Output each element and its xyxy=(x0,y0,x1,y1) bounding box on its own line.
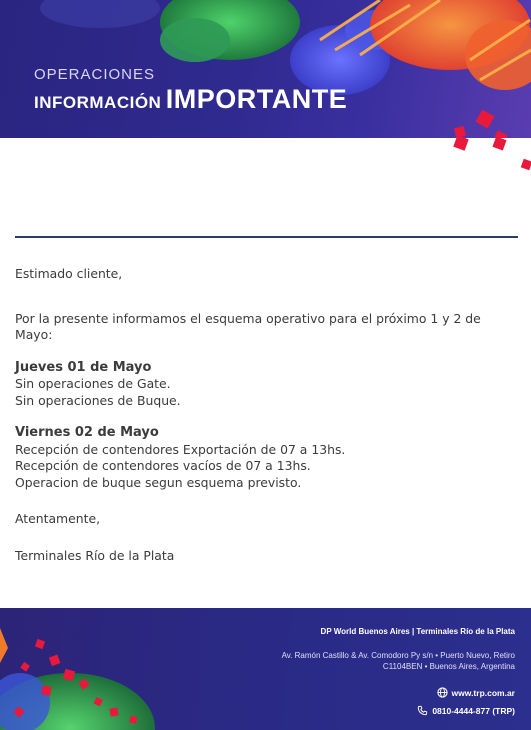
greeting-text: Estimado cliente, xyxy=(15,266,123,281)
email-body xyxy=(15,266,515,564)
closing-text: Atentamente, xyxy=(15,511,101,526)
footer-website-text[interactable]: www.trp.com.ar xyxy=(451,687,515,698)
footer-phone-link[interactable] xyxy=(417,705,515,716)
content-divider xyxy=(15,236,518,238)
day-2-line: Recepción de contendores Exportación de 07 a 13hs. xyxy=(15,441,346,457)
day-2-line: Operacion de buque segun esquema previsto. xyxy=(15,474,302,490)
footer-banner xyxy=(0,608,531,730)
header-supertitle: OPERACIONES xyxy=(34,66,156,83)
footer-phone-text[interactable]: 0810-4444-877 (TRP) xyxy=(432,705,515,716)
day-2-line: Recepción de contendores vacíos de 07 a 13hs. xyxy=(15,458,311,473)
footer-company: DP World Buenos Aires | Terminales Río de la Plata xyxy=(320,627,515,636)
footer-address-line2: C1104BEN • Buenos Aires, Argentina xyxy=(382,662,515,671)
day-1-line: Sin operaciones de Buque. xyxy=(15,392,181,408)
day-1-line: Sin operaciones de Gate. xyxy=(15,376,171,391)
footer-address-line1: Av. Ramón Castillo & Av. Comodoro Py s/n • Puerto Nuevo, Retiro xyxy=(281,651,515,660)
footer-website-link[interactable] xyxy=(437,687,515,698)
day-1-title: Jueves 01 de Mayo xyxy=(15,359,152,375)
header-title xyxy=(34,84,347,115)
header-title-small: INFORMACIÓN xyxy=(34,93,162,112)
header-banner xyxy=(0,0,531,138)
day-2-title: Viernes 02 de Mayo xyxy=(15,425,159,440)
decorative-cube xyxy=(492,136,506,150)
phone-icon xyxy=(417,705,428,716)
decorative-cube xyxy=(453,135,468,150)
intro-text: Por la presente informamos el esquema operativo para el próximo 1 y 2 de Mayo: xyxy=(15,310,481,342)
signature-text: Terminales Río de la Plata xyxy=(15,547,175,563)
globe-icon xyxy=(437,687,448,698)
decorative-cube xyxy=(521,159,531,171)
header-title-big: IMPORTANTE xyxy=(165,84,348,114)
